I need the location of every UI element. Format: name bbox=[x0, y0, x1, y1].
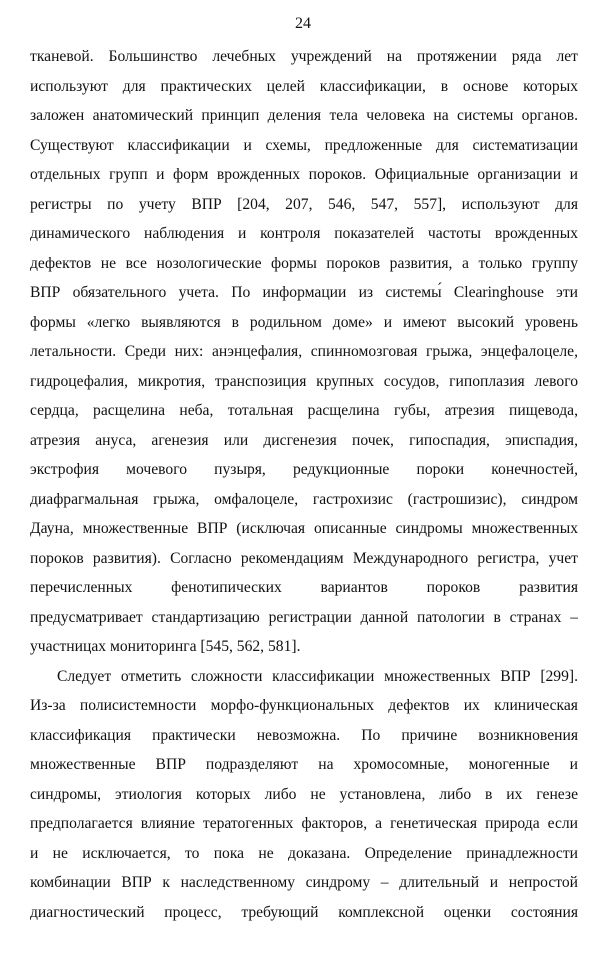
text-line: динамического наблюдения и контроля показателей частоты врожденных bbox=[30, 225, 578, 242]
text-line: Следует отметить сложности классификации множественных ВПР [299]. bbox=[57, 667, 578, 685]
text-line: тканевой. Большинство лечебных учреждений на протяжении ряда лет bbox=[30, 48, 578, 65]
text-line: заложен анатомический принцип деления тела человека на системы органов. bbox=[30, 107, 578, 124]
text-line: ВПР обязательного учета. По информации из системы́ Clearinghouse эти bbox=[30, 284, 578, 301]
text-line: Существуют классификации и схемы, предложенные для систематизации bbox=[30, 136, 578, 154]
text-line: экстрофия мочевого пузыря, редукционные пороки конечностей, bbox=[30, 461, 578, 478]
text-line: регистры по учету ВПР [204, 207, 546, 547, 557], используют для bbox=[30, 195, 578, 213]
text-line: множественные ВПР подразделяют на хромосомные, моногенные и bbox=[30, 756, 578, 773]
page-number: 24 bbox=[295, 15, 311, 32]
text-line: используют для практических целей классификации, в основе которых bbox=[30, 77, 578, 95]
text-line: пороков развития). Согласно рекомендациям Международного регистра, учет bbox=[30, 549, 578, 567]
text-line: участницах мониторинга [545, 562, 581]. bbox=[30, 638, 301, 655]
text-line: синдромы, этиология которых либо не установлена, либо в их генезе bbox=[30, 785, 578, 803]
text-line: предусматривает стандартизацию регистрации данной патологии в странах – bbox=[30, 608, 578, 626]
text-line: комбинации ВПР к наследственному синдрому – длительный и непростой bbox=[30, 874, 578, 891]
text-line: дефектов не все нозологические формы пороков развития, а только группу bbox=[30, 254, 578, 272]
text-line: сердца, расщелина неба, тотальная расщелина губы, атрезия пищевода, bbox=[30, 402, 578, 419]
paragraph-2 bbox=[30, 662, 578, 928]
text-line: летальности. Среди них: анэнцефалия, спинномозговая грыжа, энцефалоцеле, bbox=[30, 343, 578, 360]
text-line: перечисленных фенотипических вариантов пороков развития bbox=[30, 579, 578, 596]
text-line: отдельных групп и форм врожденных пороков. Официальные организации и bbox=[30, 166, 578, 183]
text-line: Дауна, множественные ВПР (исключая описанные синдромы множественных bbox=[30, 520, 578, 537]
paragraph-1 bbox=[30, 42, 578, 662]
text-line: диагностический процесс, требующий комплексной оценки состояния bbox=[30, 903, 578, 921]
text-line: диафрагмальная грыжа, омфалоцеле, гастрохизис (гастрошизис), синдром bbox=[30, 490, 578, 508]
body-text bbox=[30, 42, 578, 927]
text-line: гидроцефалия, микротия, транспозиция крупных сосудов, гипоплазия левого bbox=[30, 372, 578, 390]
text-line: классификация практически невозможна. По причине возникновения bbox=[30, 726, 578, 744]
text-line: атрезия ануса, агенезия или дисгенезия почек, гипоспадия, эписпадия, bbox=[30, 431, 578, 449]
text-line: формы «легко выявляются в родильном доме» и имеют высокий уровень bbox=[30, 313, 578, 331]
text-line: Из-за полисистемности морфо-функциональных дефектов их клиническая bbox=[30, 697, 578, 714]
text-line: предполагается влияние тератогенных факторов, а генетическая природа если bbox=[30, 815, 578, 832]
text-line: и не исключается, то пока не доказана. Определение принадлежности bbox=[30, 844, 578, 862]
